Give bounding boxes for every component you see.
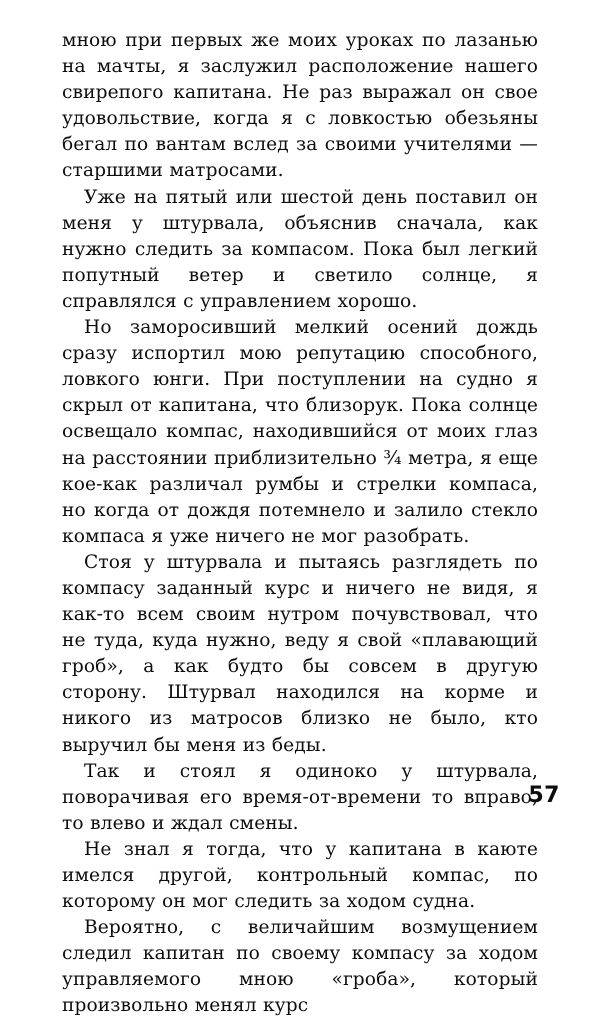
body-text-column <box>62 28 538 1020</box>
paragraph: Стоя у штурвала и пытаясь разглядеть по компасу заданный курс и ничего не видя, я как-то всем своим нутром почувствовал, что не туда, куда нужно, веду я свой «плавающий гроб», а как будто бы совсем в другую сторону. Штурвал находился на корме и никого из матросов близко не было, кто выручил бы меня из беды. <box>62 551 538 756</box>
paragraph-continuation: мною при первых же моих уроках по лазанью на мачты, я заслужил расположение нашего свирепого капитана. Не раз выражал он свое удовольствие, когда я с ловкостью обезьяны бегал по вантам вслед за своими учителями — старшими матросами. <box>62 30 538 182</box>
page-number: 57 <box>528 783 560 808</box>
paragraph: Уже на пятый или шестой день поставил он меня у штурвала, объяснив сначала, как нужно следить за компасом. Пока был легкий попутный ветер и светило солнце, я справлялся с управлением хорошо. <box>62 186 538 312</box>
paragraph: Так и стоял я одиноко у штурвала, поворачивая его время-от-времени то вправо, то влево и ждал смены. <box>62 760 538 834</box>
paragraph: Не знал я тогда, что у капитана в каюте имелся другой, контрольный компас, по которому он мог следить за ходом судна. <box>62 838 538 913</box>
paragraph: Но заморосивший мелкий осений дождь сразу испортил мою репутацию способного, ловкого юнги. При поступлении на судно я скрыл от капитана, что близорук. Пока солнце освещало компас, находившийся от моих глаз на расстоянии приблизительно ¾ метра, я еще кое-как различал румбы и стрелки компаса, но когда от дождя потемнело и залило стекло компаса я уже ничего не мог разобрать. <box>62 317 538 547</box>
paragraph-clipped: Вероятно, с величайшим возмущением следил капитан по своему компасу за ходом управляемого мною «гроба», который произвольно менял курс <box>62 917 538 1017</box>
